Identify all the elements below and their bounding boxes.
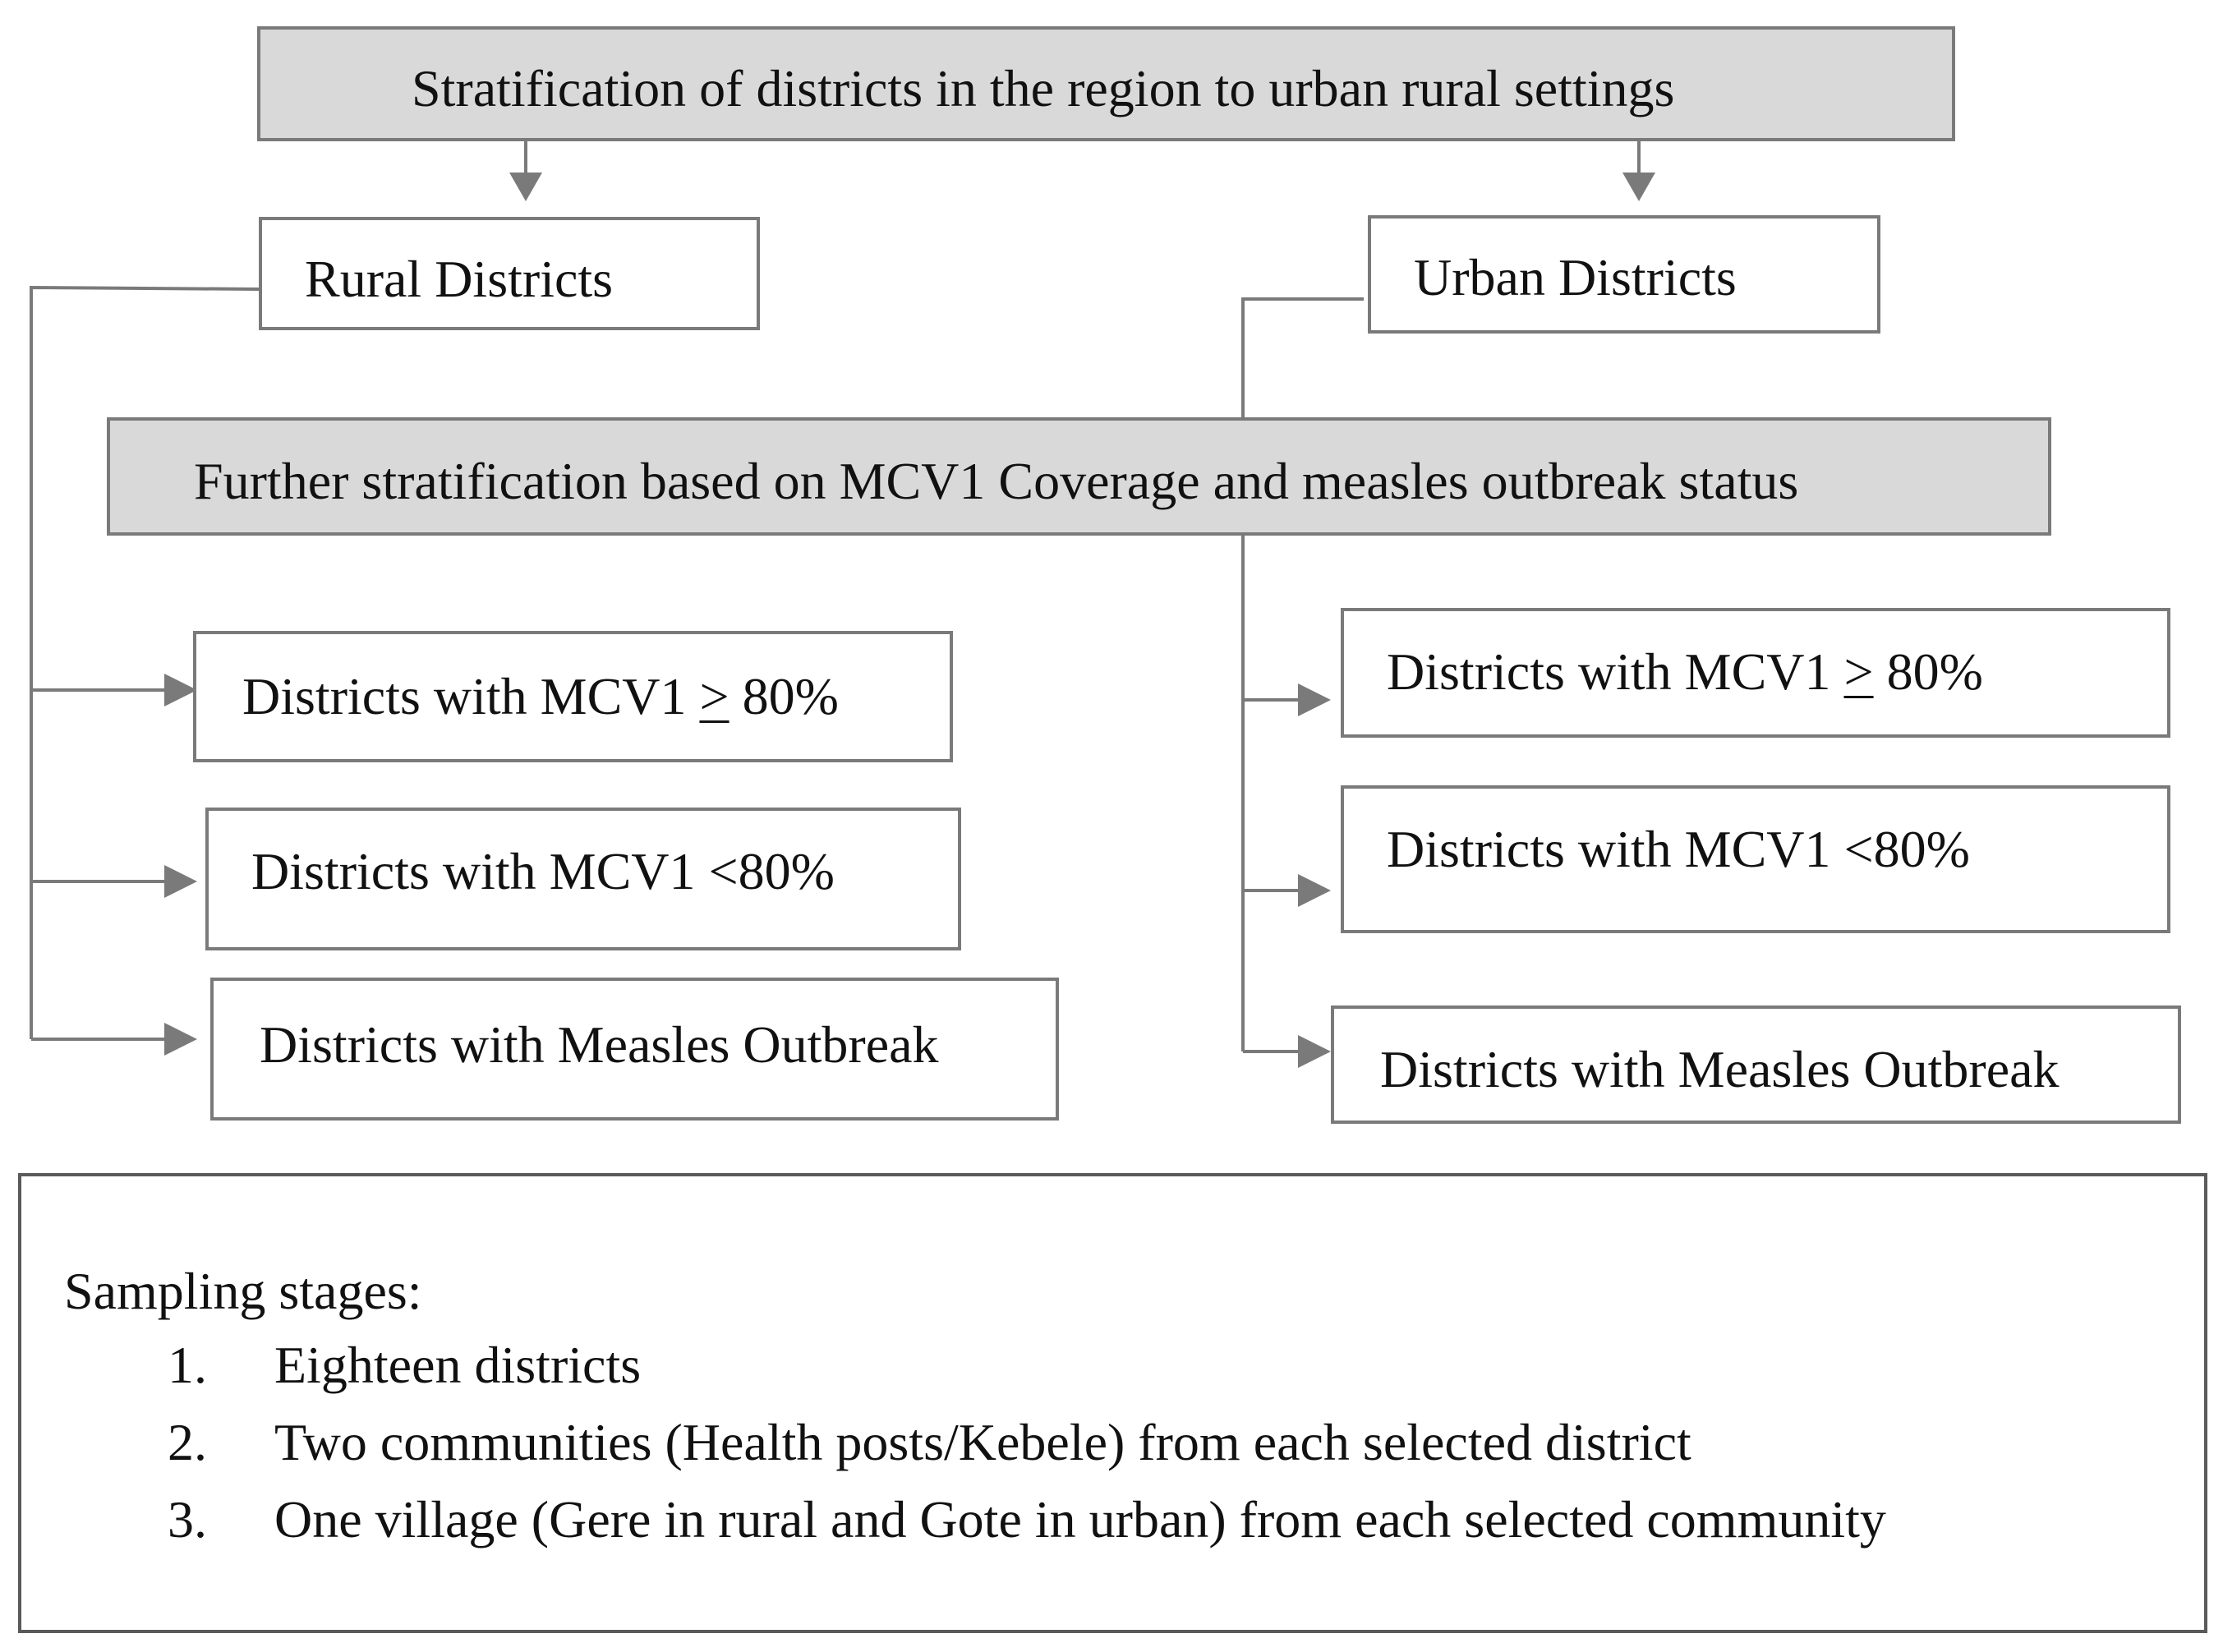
further-stratification-text: Further stratification based on MCV1 Coverage and measles outbreak status [194,452,1799,510]
rural-districts-box [259,217,760,330]
urban-mcv1-low-box [1341,785,2170,933]
further-stratification-box [107,417,2051,536]
rural-mcv1-high-prefix: Districts with MCV1 [242,667,700,725]
top-stratification-text: Stratification of districts in the region to urban rural settings [412,59,1675,117]
arrowhead-top-rural [509,173,542,201]
urban-districts-box [1368,215,1880,334]
sampling-stages-heading: Sampling stages: [64,1262,422,1320]
sampling-stage-3-number: 3. [168,1490,207,1548]
sampling-stages-box [18,1173,2207,1633]
rural-mcv1-low-box [205,808,961,950]
urban-mcv1-low-label: Districts with MCV1 <80% [1387,820,1970,878]
arrowhead-rural-1 [164,674,197,706]
arrowhead-rural-2 [164,865,197,898]
sampling-stage-2 [21,1413,2157,1474]
sampling-stage-3 [21,1490,2157,1551]
sampling-stage-3-label: One village (Gere in rural and Gote in urban) from each selected community [274,1490,1886,1548]
sampling-stage-2-number: 2. [168,1413,207,1471]
rural-mcv1-high-label [242,667,839,725]
urban-mcv1-high-suffix: 80% [1873,642,1983,701]
arrowhead-top-urban [1622,173,1655,201]
arrowhead-urban-1 [1298,683,1331,716]
rural-mcv1-high-suffix: 80% [729,667,839,725]
rural-mcv1-low-label: Districts with MCV1 <80% [251,842,835,900]
sampling-stage-1 [21,1336,2157,1397]
rural-measles-outbreak-box [210,978,1059,1121]
urban-link-line [1243,299,1364,419]
rural-mcv1-high-box [193,631,953,762]
urban-mcv1-high-label [1387,642,1983,701]
arrowhead-urban-3 [1298,1035,1331,1068]
rural-measles-outbreak-label: Districts with Measles Outbreak [260,1015,939,1074]
sampling-stage-1-number: 1. [168,1336,207,1394]
urban-mcv1-high-box [1341,608,2170,738]
urban-mcv1-high-prefix: Districts with MCV1 [1387,642,1844,701]
urban-measles-outbreak-box [1331,1005,2181,1124]
urban-districts-label: Urban Districts [1414,248,1737,306]
rural-districts-label: Rural Districts [305,250,614,308]
arrowhead-rural-3 [164,1023,197,1056]
rural-mcv1-high-symbol: > [699,667,729,725]
urban-mcv1-high-symbol: > [1843,642,1874,701]
arrowhead-urban-2 [1298,874,1331,907]
sampling-stage-1-label: Eighteen districts [274,1336,642,1394]
sampling-stage-2-label: Two communities (Health posts/Kebele) from each selected district [274,1413,1691,1471]
urban-measles-outbreak-label: Districts with Measles Outbreak [1380,1040,2060,1098]
top-stratification-box [257,26,1955,141]
